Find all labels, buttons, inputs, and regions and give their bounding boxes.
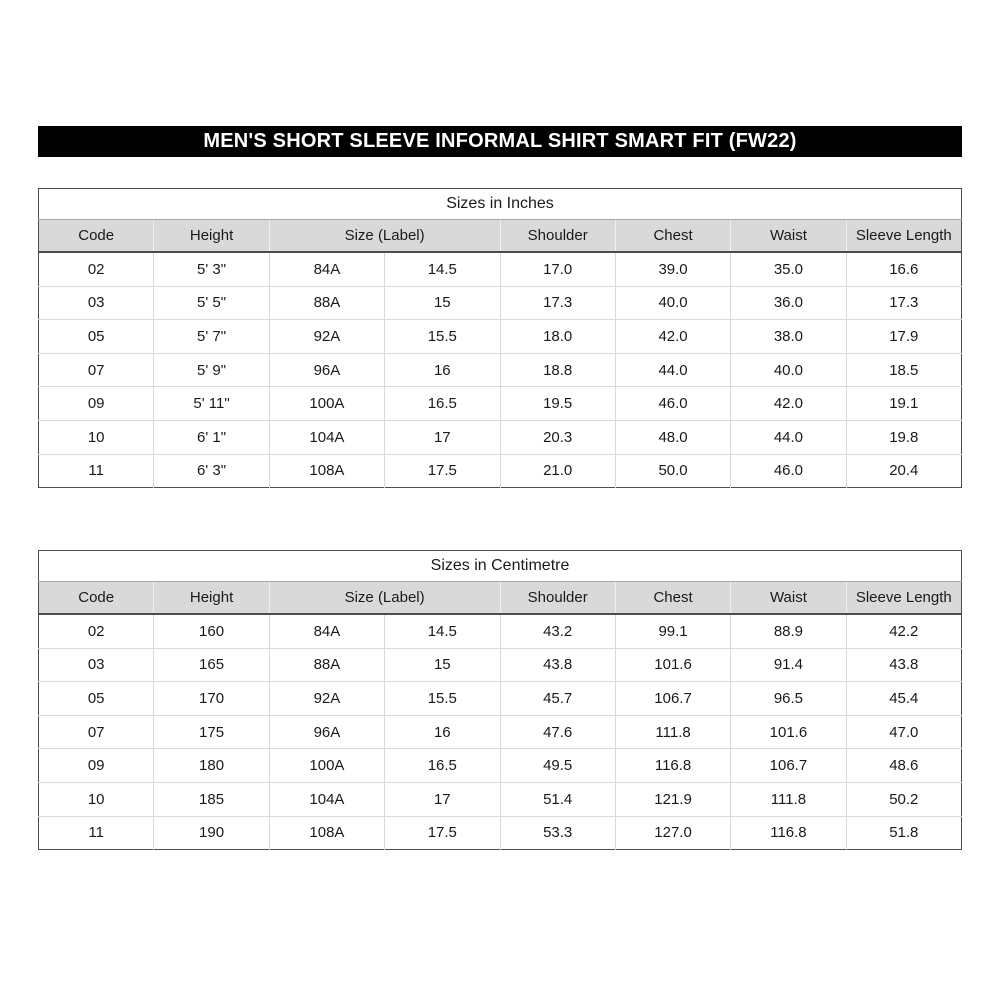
table-cell: 16.6: [846, 252, 961, 286]
table-cell: 21.0: [500, 454, 615, 488]
table-cell: 100A: [269, 387, 384, 421]
table-cell: 116.8: [615, 749, 730, 783]
column-header: Size (Label): [269, 220, 500, 253]
table-cell: 190: [154, 816, 269, 850]
table-cell: 5' 3": [154, 252, 269, 286]
table-cell: 35.0: [731, 252, 846, 286]
table-cell: 09: [39, 749, 154, 783]
title-banner: [38, 126, 962, 157]
table-row: [39, 782, 962, 816]
table-cell: 43.8: [846, 648, 961, 682]
column-header: Waist: [731, 220, 846, 253]
table-cell: 101.6: [731, 715, 846, 749]
table-cell: 6' 1": [154, 420, 269, 454]
table-cell: 5' 9": [154, 353, 269, 387]
column-header: Shoulder: [500, 220, 615, 253]
column-header: Sleeve Length: [846, 220, 961, 253]
table-cell: 17.3: [500, 286, 615, 320]
table-cell: 5' 5": [154, 286, 269, 320]
table-cell: 170: [154, 682, 269, 716]
table-cell: 108A: [269, 816, 384, 850]
table-row: [39, 387, 962, 421]
table-cell: 96A: [269, 715, 384, 749]
table-cell: 10: [39, 420, 154, 454]
column-header: Code: [39, 220, 154, 253]
table-cell: 14.5: [385, 614, 500, 648]
table-cell: 16: [385, 353, 500, 387]
table-cell: 17: [385, 420, 500, 454]
table-cell: 50.0: [615, 454, 730, 488]
table-cell: 05: [39, 320, 154, 354]
table-title: Sizes in Centimetre: [39, 551, 962, 582]
table-title-row: [39, 189, 962, 220]
table-cell: 6' 3": [154, 454, 269, 488]
table-cell: 84A: [269, 252, 384, 286]
table-body: [39, 614, 962, 850]
sizes-in-centimetre-table-container: [38, 550, 962, 850]
table-cell: 47.6: [500, 715, 615, 749]
table-cell: 46.0: [731, 454, 846, 488]
table-cell: 92A: [269, 682, 384, 716]
table-cell: 20.3: [500, 420, 615, 454]
table-cell: 43.8: [500, 648, 615, 682]
table-cell: 45.4: [846, 682, 961, 716]
table-cell: 106.7: [615, 682, 730, 716]
table-cell: 45.7: [500, 682, 615, 716]
table-title: Sizes in Inches: [39, 189, 962, 220]
table-cell: 88A: [269, 286, 384, 320]
table-cell: 53.3: [500, 816, 615, 850]
sizes-in-inches-table-container: [38, 188, 962, 488]
table-cell: 96.5: [731, 682, 846, 716]
table-cell: 38.0: [731, 320, 846, 354]
table-title-row: [39, 551, 962, 582]
table-cell: 11: [39, 816, 154, 850]
table-cell: 44.0: [615, 353, 730, 387]
table-cell: 92A: [269, 320, 384, 354]
column-header: Waist: [731, 582, 846, 615]
table-cell: 180: [154, 749, 269, 783]
table-cell: 91.4: [731, 648, 846, 682]
column-header: Chest: [615, 220, 730, 253]
table-cell: 09: [39, 387, 154, 421]
table-cell: 106.7: [731, 749, 846, 783]
table-cell: 48.6: [846, 749, 961, 783]
table-row: [39, 320, 962, 354]
table-cell: 111.8: [615, 715, 730, 749]
table-row: [39, 816, 962, 850]
table-cell: 17: [385, 782, 500, 816]
table-cell: 17.5: [385, 816, 500, 850]
column-header: Size (Label): [269, 582, 500, 615]
table-cell: 20.4: [846, 454, 961, 488]
table-cell: 15.5: [385, 320, 500, 354]
table-cell: 15: [385, 286, 500, 320]
table-cell: 16.5: [385, 749, 500, 783]
table-cell: 49.5: [500, 749, 615, 783]
table-cell: 10: [39, 782, 154, 816]
table-cell: 03: [39, 648, 154, 682]
table-cell: 16.5: [385, 387, 500, 421]
table-cell: 100A: [269, 749, 384, 783]
table-cell: 101.6: [615, 648, 730, 682]
table-cell: 15.5: [385, 682, 500, 716]
table-cell: 19.5: [500, 387, 615, 421]
table-cell: 15: [385, 648, 500, 682]
table-header-row: [39, 582, 962, 615]
table-cell: 17.9: [846, 320, 961, 354]
table-cell: 18.0: [500, 320, 615, 354]
table-cell: 104A: [269, 782, 384, 816]
column-header: Height: [154, 220, 269, 253]
column-header: Code: [39, 582, 154, 615]
table-row: [39, 682, 962, 716]
table-cell: 47.0: [846, 715, 961, 749]
table-cell: 111.8: [731, 782, 846, 816]
table-cell: 07: [39, 353, 154, 387]
table-cell: 99.1: [615, 614, 730, 648]
table-cell: 42.2: [846, 614, 961, 648]
table-row: [39, 749, 962, 783]
table-cell: 88.9: [731, 614, 846, 648]
table-cell: 175: [154, 715, 269, 749]
table-cell: 96A: [269, 353, 384, 387]
sizes-in-inches-table: [38, 188, 962, 488]
table-cell: 18.8: [500, 353, 615, 387]
table-cell: 11: [39, 454, 154, 488]
sizes-in-centimetre-table: [38, 550, 962, 850]
table-cell: 36.0: [731, 286, 846, 320]
table-cell: 160: [154, 614, 269, 648]
table-header-row: [39, 220, 962, 253]
table-row: [39, 454, 962, 488]
table-row: [39, 353, 962, 387]
table-cell: 40.0: [615, 286, 730, 320]
table-cell: 03: [39, 286, 154, 320]
table-cell: 42.0: [731, 387, 846, 421]
table-cell: 17.0: [500, 252, 615, 286]
table-cell: 46.0: [615, 387, 730, 421]
table-cell: 14.5: [385, 252, 500, 286]
table-cell: 02: [39, 252, 154, 286]
table-cell: 165: [154, 648, 269, 682]
table-row: [39, 614, 962, 648]
table-cell: 127.0: [615, 816, 730, 850]
table-cell: 185: [154, 782, 269, 816]
table-cell: 43.2: [500, 614, 615, 648]
table-cell: 44.0: [731, 420, 846, 454]
table-cell: 16: [385, 715, 500, 749]
table-cell: 121.9: [615, 782, 730, 816]
table-cell: 19.8: [846, 420, 961, 454]
table-cell: 116.8: [731, 816, 846, 850]
table-cell: 17.5: [385, 454, 500, 488]
table-cell: 5' 11": [154, 387, 269, 421]
table-cell: 88A: [269, 648, 384, 682]
table-cell: 50.2: [846, 782, 961, 816]
column-header: Sleeve Length: [846, 582, 961, 615]
table-row: [39, 286, 962, 320]
table-cell: 19.1: [846, 387, 961, 421]
table-cell: 07: [39, 715, 154, 749]
table-row: [39, 420, 962, 454]
table-cell: 42.0: [615, 320, 730, 354]
table-row: [39, 648, 962, 682]
table-row: [39, 715, 962, 749]
table-body: [39, 252, 962, 488]
column-header: Height: [154, 582, 269, 615]
table-cell: 84A: [269, 614, 384, 648]
table-cell: 02: [39, 614, 154, 648]
column-header: Shoulder: [500, 582, 615, 615]
table-cell: 40.0: [731, 353, 846, 387]
column-header: Chest: [615, 582, 730, 615]
table-cell: 17.3: [846, 286, 961, 320]
table-cell: 18.5: [846, 353, 961, 387]
table-cell: 05: [39, 682, 154, 716]
table-cell: 51.8: [846, 816, 961, 850]
table-cell: 48.0: [615, 420, 730, 454]
table-cell: 39.0: [615, 252, 730, 286]
table-row: [39, 252, 962, 286]
table-cell: 5' 7": [154, 320, 269, 354]
table-cell: 104A: [269, 420, 384, 454]
table-cell: 108A: [269, 454, 384, 488]
table-cell: 51.4: [500, 782, 615, 816]
page-title: MEN'S SHORT SLEEVE INFORMAL SHIRT SMART FIT (FW22): [203, 130, 797, 152]
